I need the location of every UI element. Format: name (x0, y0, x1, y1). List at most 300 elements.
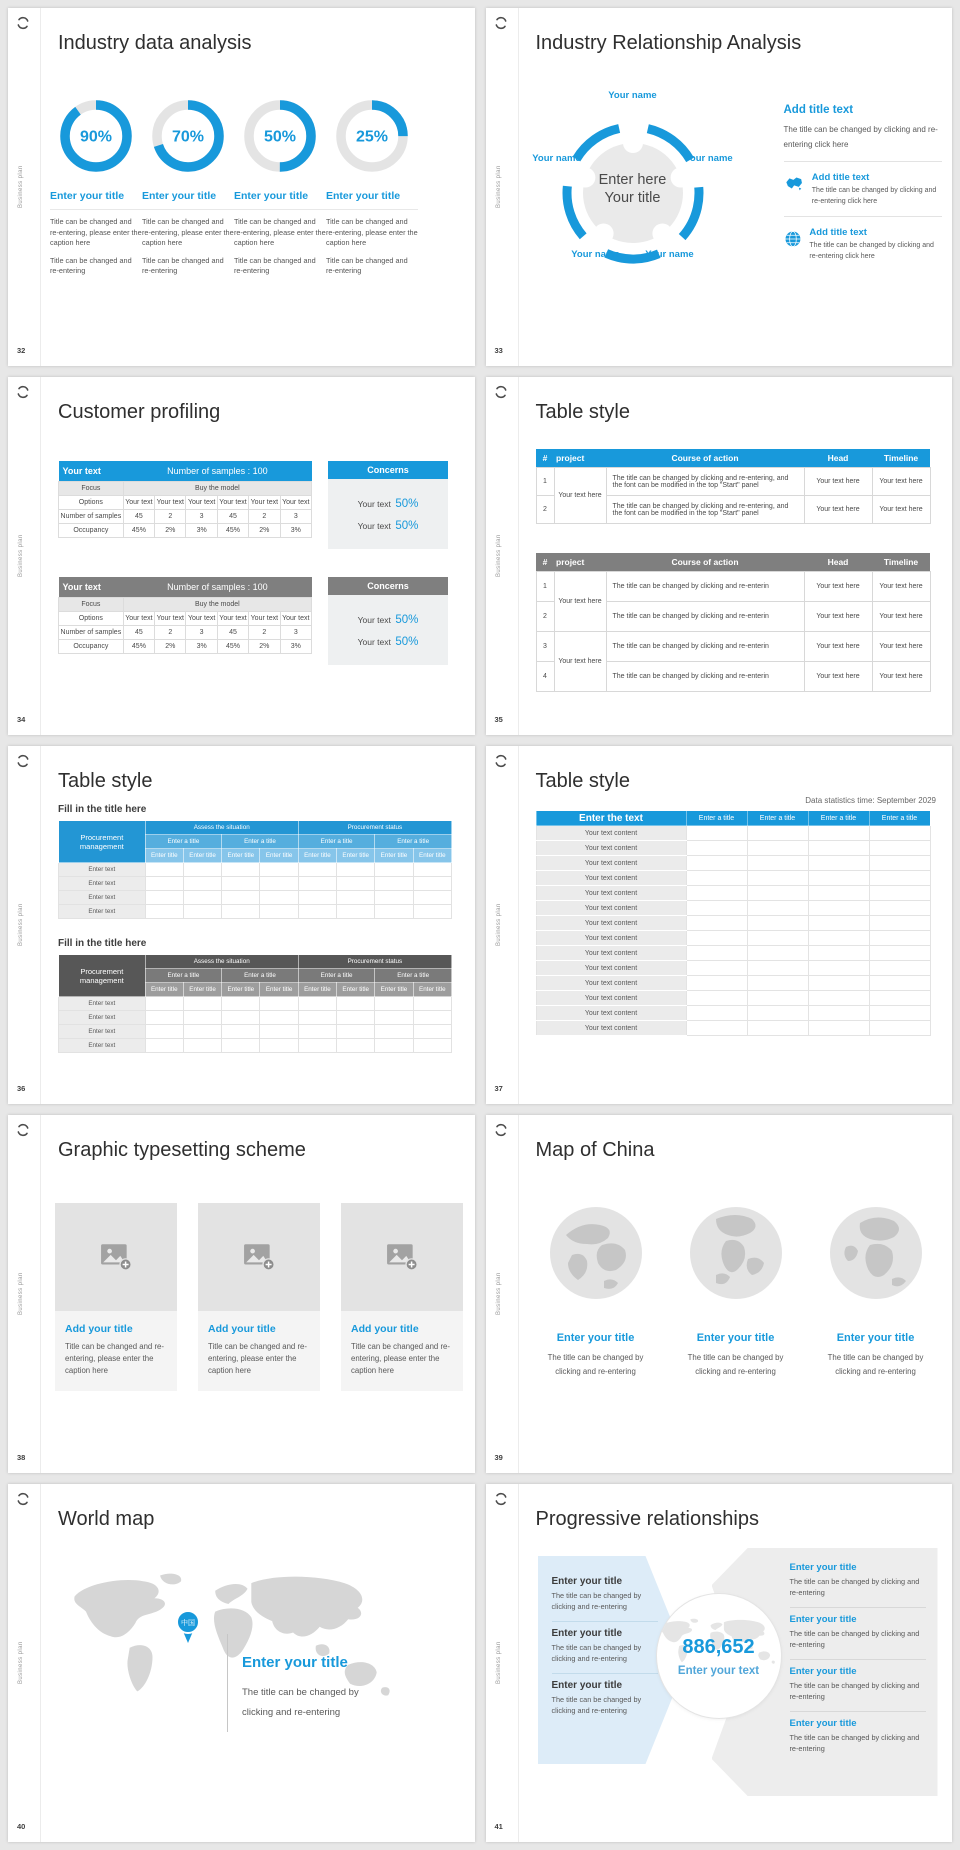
page-number: 37 (494, 1084, 503, 1093)
rail-divider (40, 1484, 41, 1842)
empty-cell (808, 826, 869, 841)
item-title: Enter your title (551, 1679, 623, 1691)
empty-cell (298, 1011, 336, 1025)
slide-title: Table style (58, 770, 153, 792)
col-header: project (554, 553, 606, 572)
image-card (55, 1203, 177, 1391)
callout-line (328, 632, 448, 650)
globe-illustration (546, 1203, 646, 1303)
china-map-icon (784, 171, 804, 195)
table-title-cell: Your text (59, 461, 124, 482)
node-label: Your name (571, 249, 620, 260)
empty-cell (747, 871, 808, 886)
item-title: Enter your title (551, 1576, 623, 1587)
location-pin-icon (175, 1610, 201, 1644)
globe-item (806, 1203, 946, 1379)
empty-cell (869, 946, 930, 961)
callout-text: Your text (357, 615, 391, 625)
empty-cell (747, 826, 808, 841)
cell: 2% (249, 640, 280, 654)
globe-illustration (686, 1203, 786, 1303)
course-cell: The title can be changed by clicking and re-enterin (606, 662, 804, 692)
row-label: Your text content (536, 976, 686, 991)
globe-item (666, 1203, 806, 1379)
empty-cell (337, 997, 375, 1011)
globe-illustration (826, 1203, 926, 1303)
brand-logo-icon (493, 15, 509, 31)
slide-39[interactable] (486, 1115, 953, 1473)
subheader-cell: Enter a title (298, 969, 375, 983)
col-header: Enter a title (747, 811, 808, 826)
empty-cell (260, 1039, 298, 1053)
add-image-icon (243, 1243, 275, 1271)
list-item (790, 1712, 926, 1763)
empty-cell (145, 863, 183, 877)
card-caption (341, 1311, 463, 1391)
col-header: Enter title (183, 983, 221, 997)
empty-cell (808, 901, 869, 916)
empty-cell (298, 877, 336, 891)
empty-cell (298, 1039, 336, 1053)
rail-label: Business plan (495, 165, 502, 208)
section-body: The title can be changed by clicking and re-entering click here (783, 125, 938, 150)
rail-label: Business plan (495, 1641, 502, 1684)
data-entry-table (536, 810, 931, 1036)
item-caption: Title can be changed and re-entering (142, 255, 224, 276)
callout-line (328, 610, 448, 628)
page-number: 38 (17, 1453, 26, 1462)
empty-cell (869, 931, 930, 946)
row-value: Buy the model (123, 598, 311, 612)
cell: Your text (123, 612, 154, 626)
item-caption: Title can be changed and re-entering, please enter the caption here (142, 217, 234, 248)
empty-cell (747, 1006, 808, 1021)
col-header: Enter title (337, 849, 375, 863)
subheader-cell: Enter a title (145, 969, 222, 983)
item-body: The title can be changed by clicking and re-entering (827, 1353, 924, 1377)
cell: 45% (217, 640, 248, 654)
empty-cell (222, 997, 260, 1011)
item-body: The title can be changed by clicking and re-entering (789, 1732, 920, 1753)
subheader-cell: Enter a title (222, 835, 299, 849)
empty-cell (686, 886, 747, 901)
divider (784, 216, 942, 217)
rail-divider (518, 8, 519, 366)
item-body: The title can be changed by clicking and re-entering (551, 1694, 642, 1715)
node-label: Your name (608, 90, 657, 101)
row-label: Number of samples (59, 510, 124, 524)
empty-cell (222, 1025, 260, 1039)
item-caption: Title can be changed and re-entering, please enter the caption here (234, 217, 326, 248)
page-number: 35 (494, 715, 503, 724)
brand-logo-icon (15, 1491, 31, 1507)
row-label: Enter text (59, 905, 146, 919)
col-header: Enter title (298, 983, 336, 997)
procurement-table-gray (58, 954, 452, 1053)
item-caption: Title can be changed and re-entering (234, 255, 316, 276)
empty-cell (260, 877, 298, 891)
empty-cell (183, 1011, 221, 1025)
empty-cell (375, 997, 413, 1011)
empty-cell (413, 905, 451, 919)
empty-cell (260, 997, 298, 1011)
donut-item (142, 98, 234, 277)
group-header: Assess the situation (145, 955, 298, 969)
action-table-gray (536, 553, 931, 692)
empty-cell (686, 916, 747, 931)
item-title: Enter your title (326, 190, 418, 210)
col-header: # (536, 553, 554, 572)
rail-divider (518, 377, 519, 735)
page-number: 36 (17, 1084, 26, 1093)
empty-cell (222, 905, 260, 919)
slide-title: World map (58, 1508, 155, 1530)
left-item-list (552, 1570, 658, 1725)
slide-32[interactable] (8, 8, 475, 366)
slide-title: Graphic typesetting scheme (58, 1139, 306, 1161)
empty-cell (808, 886, 869, 901)
empty-cell (183, 877, 221, 891)
table-subtitle-cell: Number of samples : 100 (123, 461, 311, 482)
project-cell: Your text here (554, 632, 606, 692)
donut-percent-label: 70% (171, 128, 205, 146)
item-body: The title can be changed by clicking and re-entering (551, 1591, 642, 1611)
empty-cell (375, 905, 413, 919)
samples-table-gray (58, 577, 312, 654)
rail-label: Business plan (495, 903, 502, 946)
section-label: Fill in the title here (58, 804, 147, 815)
donut-chart (150, 98, 226, 174)
cell: 45 (217, 626, 248, 640)
group-header: Procurement status (298, 955, 451, 969)
cell: 45 (217, 510, 248, 524)
item-title: Enter your title (556, 1332, 635, 1344)
stat-value: 886,652 (682, 1635, 755, 1658)
rail-label: Business plan (495, 534, 502, 577)
empty-cell (413, 891, 451, 905)
empty-cell (869, 886, 930, 901)
rail-divider (518, 746, 519, 1104)
empty-cell (298, 1025, 336, 1039)
row-label: Enter text (59, 877, 146, 891)
brand-logo-icon (493, 1122, 509, 1138)
empty-cell (747, 991, 808, 1006)
row-label: Your text content (536, 946, 686, 961)
page-number: 32 (17, 346, 26, 355)
rail-divider (40, 1115, 41, 1473)
slide-41[interactable] (486, 1484, 953, 1842)
empty-cell (747, 961, 808, 976)
col-header: Timeline (872, 449, 930, 468)
empty-cell (747, 946, 808, 961)
col-header: Course of action (606, 449, 804, 468)
empty-cell (869, 916, 930, 931)
empty-cell (183, 891, 221, 905)
cell: Your text (155, 612, 186, 626)
cell: 3 (186, 626, 217, 640)
empty-cell (808, 916, 869, 931)
row-label: Enter text (59, 1039, 146, 1053)
list-item (790, 1556, 926, 1608)
row-label: Number of samples (59, 626, 124, 640)
donut-percent-label: 90% (79, 128, 113, 146)
empty-cell (375, 1011, 413, 1025)
slide-36[interactable] (8, 746, 475, 1104)
slide-title: Progressive relationships (535, 1508, 759, 1530)
empty-cell (337, 891, 375, 905)
empty-cell (145, 905, 183, 919)
empty-cell (375, 863, 413, 877)
empty-cell (375, 891, 413, 905)
item-body: The title can be changed by clicking and re-entering click here (811, 187, 937, 205)
col-header: # (536, 449, 554, 468)
right-item-list (790, 1556, 926, 1763)
project-cell: Your text here (554, 572, 606, 632)
cell: 45 (123, 510, 154, 524)
donut-chart (242, 98, 318, 174)
empty-cell (413, 1011, 451, 1025)
cell: 3% (280, 640, 311, 654)
concerns-callout-gray (328, 577, 448, 665)
cell: 45% (123, 524, 154, 538)
empty-cell (298, 997, 336, 1011)
item-body: The title can be changed by clicking and re-entering (687, 1353, 784, 1377)
page-number: 34 (17, 715, 26, 724)
empty-cell (183, 905, 221, 919)
empty-cell (808, 961, 869, 976)
row-label: Your text content (536, 1006, 686, 1021)
cell: 3 (280, 626, 311, 640)
col-header: Enter title (145, 983, 183, 997)
samples-table-blue (58, 461, 312, 538)
col-header: Course of action (606, 553, 804, 572)
row-number: 2 (536, 602, 554, 632)
cell: Your text (186, 496, 217, 510)
callout-text: Your text (357, 499, 391, 509)
item-body: The title can be changed by clicking and re-entering click here (809, 242, 934, 260)
table-title-cell: Your text (59, 577, 124, 598)
row-label: Your text content (536, 931, 686, 946)
empty-cell (145, 1025, 183, 1039)
item-heading: Add title text (811, 172, 870, 184)
empty-cell (375, 877, 413, 891)
row-label: Occupancy (59, 524, 124, 538)
item-caption: Title can be changed and re-entering (326, 255, 408, 276)
empty-cell (869, 841, 930, 856)
image-placeholder (341, 1203, 463, 1311)
group-header: Procurement status (298, 821, 451, 835)
col-header: Enter title (413, 983, 451, 997)
rail-divider (40, 746, 41, 1104)
stat-circle (657, 1594, 781, 1718)
pin-label: 中国 (181, 1619, 195, 1627)
callout-body (328, 595, 448, 665)
callout-value: 50% (395, 636, 419, 648)
slide-37[interactable] (486, 746, 953, 1104)
slide-title: Map of China (535, 1139, 655, 1161)
col-header: Timeline (872, 553, 930, 572)
empty-cell (808, 1006, 869, 1021)
slide-34[interactable] (8, 377, 475, 735)
slide-35[interactable] (486, 377, 953, 735)
row-label: Enter text (59, 891, 146, 905)
empty-cell (747, 856, 808, 871)
page-number: 40 (17, 1822, 26, 1831)
rail-label: Business plan (18, 534, 24, 577)
card-caption (55, 1311, 177, 1391)
col-header: Enter title (260, 983, 298, 997)
rail-label: Business plan (18, 165, 24, 208)
brand-logo-icon (493, 1491, 509, 1507)
course-cell: The title can be changed by clicking and re-entering, and the font can be modified in the top "Start" panel (606, 496, 804, 524)
item-caption: Title can be changed and re-entering (50, 255, 132, 276)
empty-cell (808, 946, 869, 961)
slide-title: Customer profiling (58, 401, 221, 423)
empty-cell (869, 961, 930, 976)
empty-cell (413, 1025, 451, 1039)
rail-divider (518, 1484, 519, 1842)
card-body: Title can be changed and re-entering, please enter the caption here (351, 1342, 450, 1376)
cell: Your text (217, 612, 248, 626)
row-number: 3 (536, 632, 554, 662)
head-cell: Your text here (804, 496, 872, 524)
col-header: Enter title (337, 983, 375, 997)
cell: 2 (249, 510, 280, 524)
empty-cell (808, 841, 869, 856)
col-header: Enter title (413, 849, 451, 863)
empty-cell (260, 863, 298, 877)
empty-cell (337, 905, 375, 919)
empty-cell (686, 1006, 747, 1021)
item-body: The title can be changed by clicking and re-entering (551, 1642, 642, 1663)
globe-item (526, 1203, 666, 1379)
donut-item (326, 98, 418, 277)
row-label: Your text content (536, 916, 686, 931)
empty-cell (222, 1011, 260, 1025)
image-card (341, 1203, 463, 1391)
rail-label: Business plan (18, 1272, 24, 1315)
head-cell: Your text here (804, 468, 872, 496)
item-title: Enter your title (789, 1665, 857, 1677)
slide-title: Industry Relationship Analysis (535, 32, 802, 54)
node-label: Your name (684, 153, 733, 164)
col-header: Enter title (145, 849, 183, 863)
list-item (552, 1674, 658, 1725)
list-item (784, 171, 942, 207)
donut-chart (58, 98, 134, 174)
list-item (790, 1608, 926, 1660)
cell: 3 (280, 510, 311, 524)
slide-40[interactable] (8, 1484, 475, 1842)
course-cell: The title can be changed by clicking and re-enterin (606, 632, 804, 662)
cell: 45 (123, 626, 154, 640)
callout-value: 50% (395, 614, 419, 626)
list-item (552, 1570, 658, 1622)
center-line-2: Your title (604, 190, 661, 207)
statistics-note: Data statistics time: September 2029 (805, 796, 936, 805)
row-label: Focus (59, 598, 124, 612)
add-image-icon (100, 1243, 132, 1271)
cell: 3% (280, 524, 311, 538)
course-cell: The title can be changed by clicking and re-enterin (606, 602, 804, 632)
cell: Your text (217, 496, 248, 510)
col-header: Head (804, 449, 872, 468)
row-label: Your text content (536, 1021, 686, 1036)
empty-cell (375, 1039, 413, 1053)
row-label: Your text content (536, 961, 686, 976)
callout-value: 50% (395, 498, 419, 510)
empty-cell (145, 1011, 183, 1025)
cell: Your text (249, 496, 280, 510)
empty-cell (686, 991, 747, 1006)
image-placeholder (198, 1203, 320, 1311)
empty-cell (686, 1021, 747, 1036)
empty-cell (808, 976, 869, 991)
page-number: 41 (494, 1822, 503, 1831)
first-col-header: Enter the text (536, 811, 686, 826)
callout-text: Your text (357, 637, 391, 647)
course-cell: The title can be changed by clicking and re-enterin (606, 572, 804, 602)
slide-33[interactable] (486, 8, 953, 366)
slide-38[interactable] (8, 1115, 475, 1473)
item-caption: Title can be changed and re-entering, please enter the caption here (50, 217, 142, 248)
head-cell: Your text here (804, 632, 872, 662)
donut-percent-label: 25% (355, 128, 389, 146)
cell: 2 (155, 626, 186, 640)
empty-cell (869, 901, 930, 916)
empty-cell (413, 863, 451, 877)
image-placeholder (55, 1203, 177, 1311)
page-number: 33 (494, 346, 503, 355)
cell: 2 (155, 510, 186, 524)
empty-cell (337, 1011, 375, 1025)
globe-icon (784, 226, 802, 252)
empty-cell (222, 863, 260, 877)
item-title: Enter your title (836, 1332, 915, 1344)
row-label: Enter text (59, 863, 146, 877)
cell: 3% (186, 524, 217, 538)
donut-item (234, 98, 326, 277)
item-title: Enter your title (242, 1654, 348, 1671)
row-label: Focus (59, 482, 124, 496)
item-body: The title can be changed by clicking and re-entering (789, 1577, 920, 1597)
empty-cell (145, 877, 183, 891)
image-card (198, 1203, 320, 1391)
corner-cell: Procurement management (59, 821, 146, 863)
head-cell: Your text here (804, 662, 872, 692)
empty-cell (869, 991, 930, 1006)
item-title: Enter your title (696, 1332, 775, 1344)
brand-logo-icon (493, 753, 509, 769)
card-title: Add your title (65, 1323, 133, 1335)
row-label: Your text content (536, 841, 686, 856)
course-cell: The title can be changed by clicking and re-entering, and the font can be modified in the top "Start" panel (606, 468, 804, 496)
row-label: Options (59, 612, 124, 626)
callout-line (328, 494, 448, 512)
card-caption (198, 1311, 320, 1391)
empty-cell (145, 891, 183, 905)
subheader-cell: Enter a title (298, 835, 375, 849)
row-label: Your text content (536, 826, 686, 841)
item-title: Enter your title (789, 1613, 857, 1625)
empty-cell (222, 877, 260, 891)
item-body-line2: clicking and re-entering (242, 1706, 341, 1718)
empty-cell (183, 1025, 221, 1039)
empty-cell (869, 856, 930, 871)
cell: 45% (217, 524, 248, 538)
empty-cell (747, 841, 808, 856)
cell: Your text (186, 612, 217, 626)
